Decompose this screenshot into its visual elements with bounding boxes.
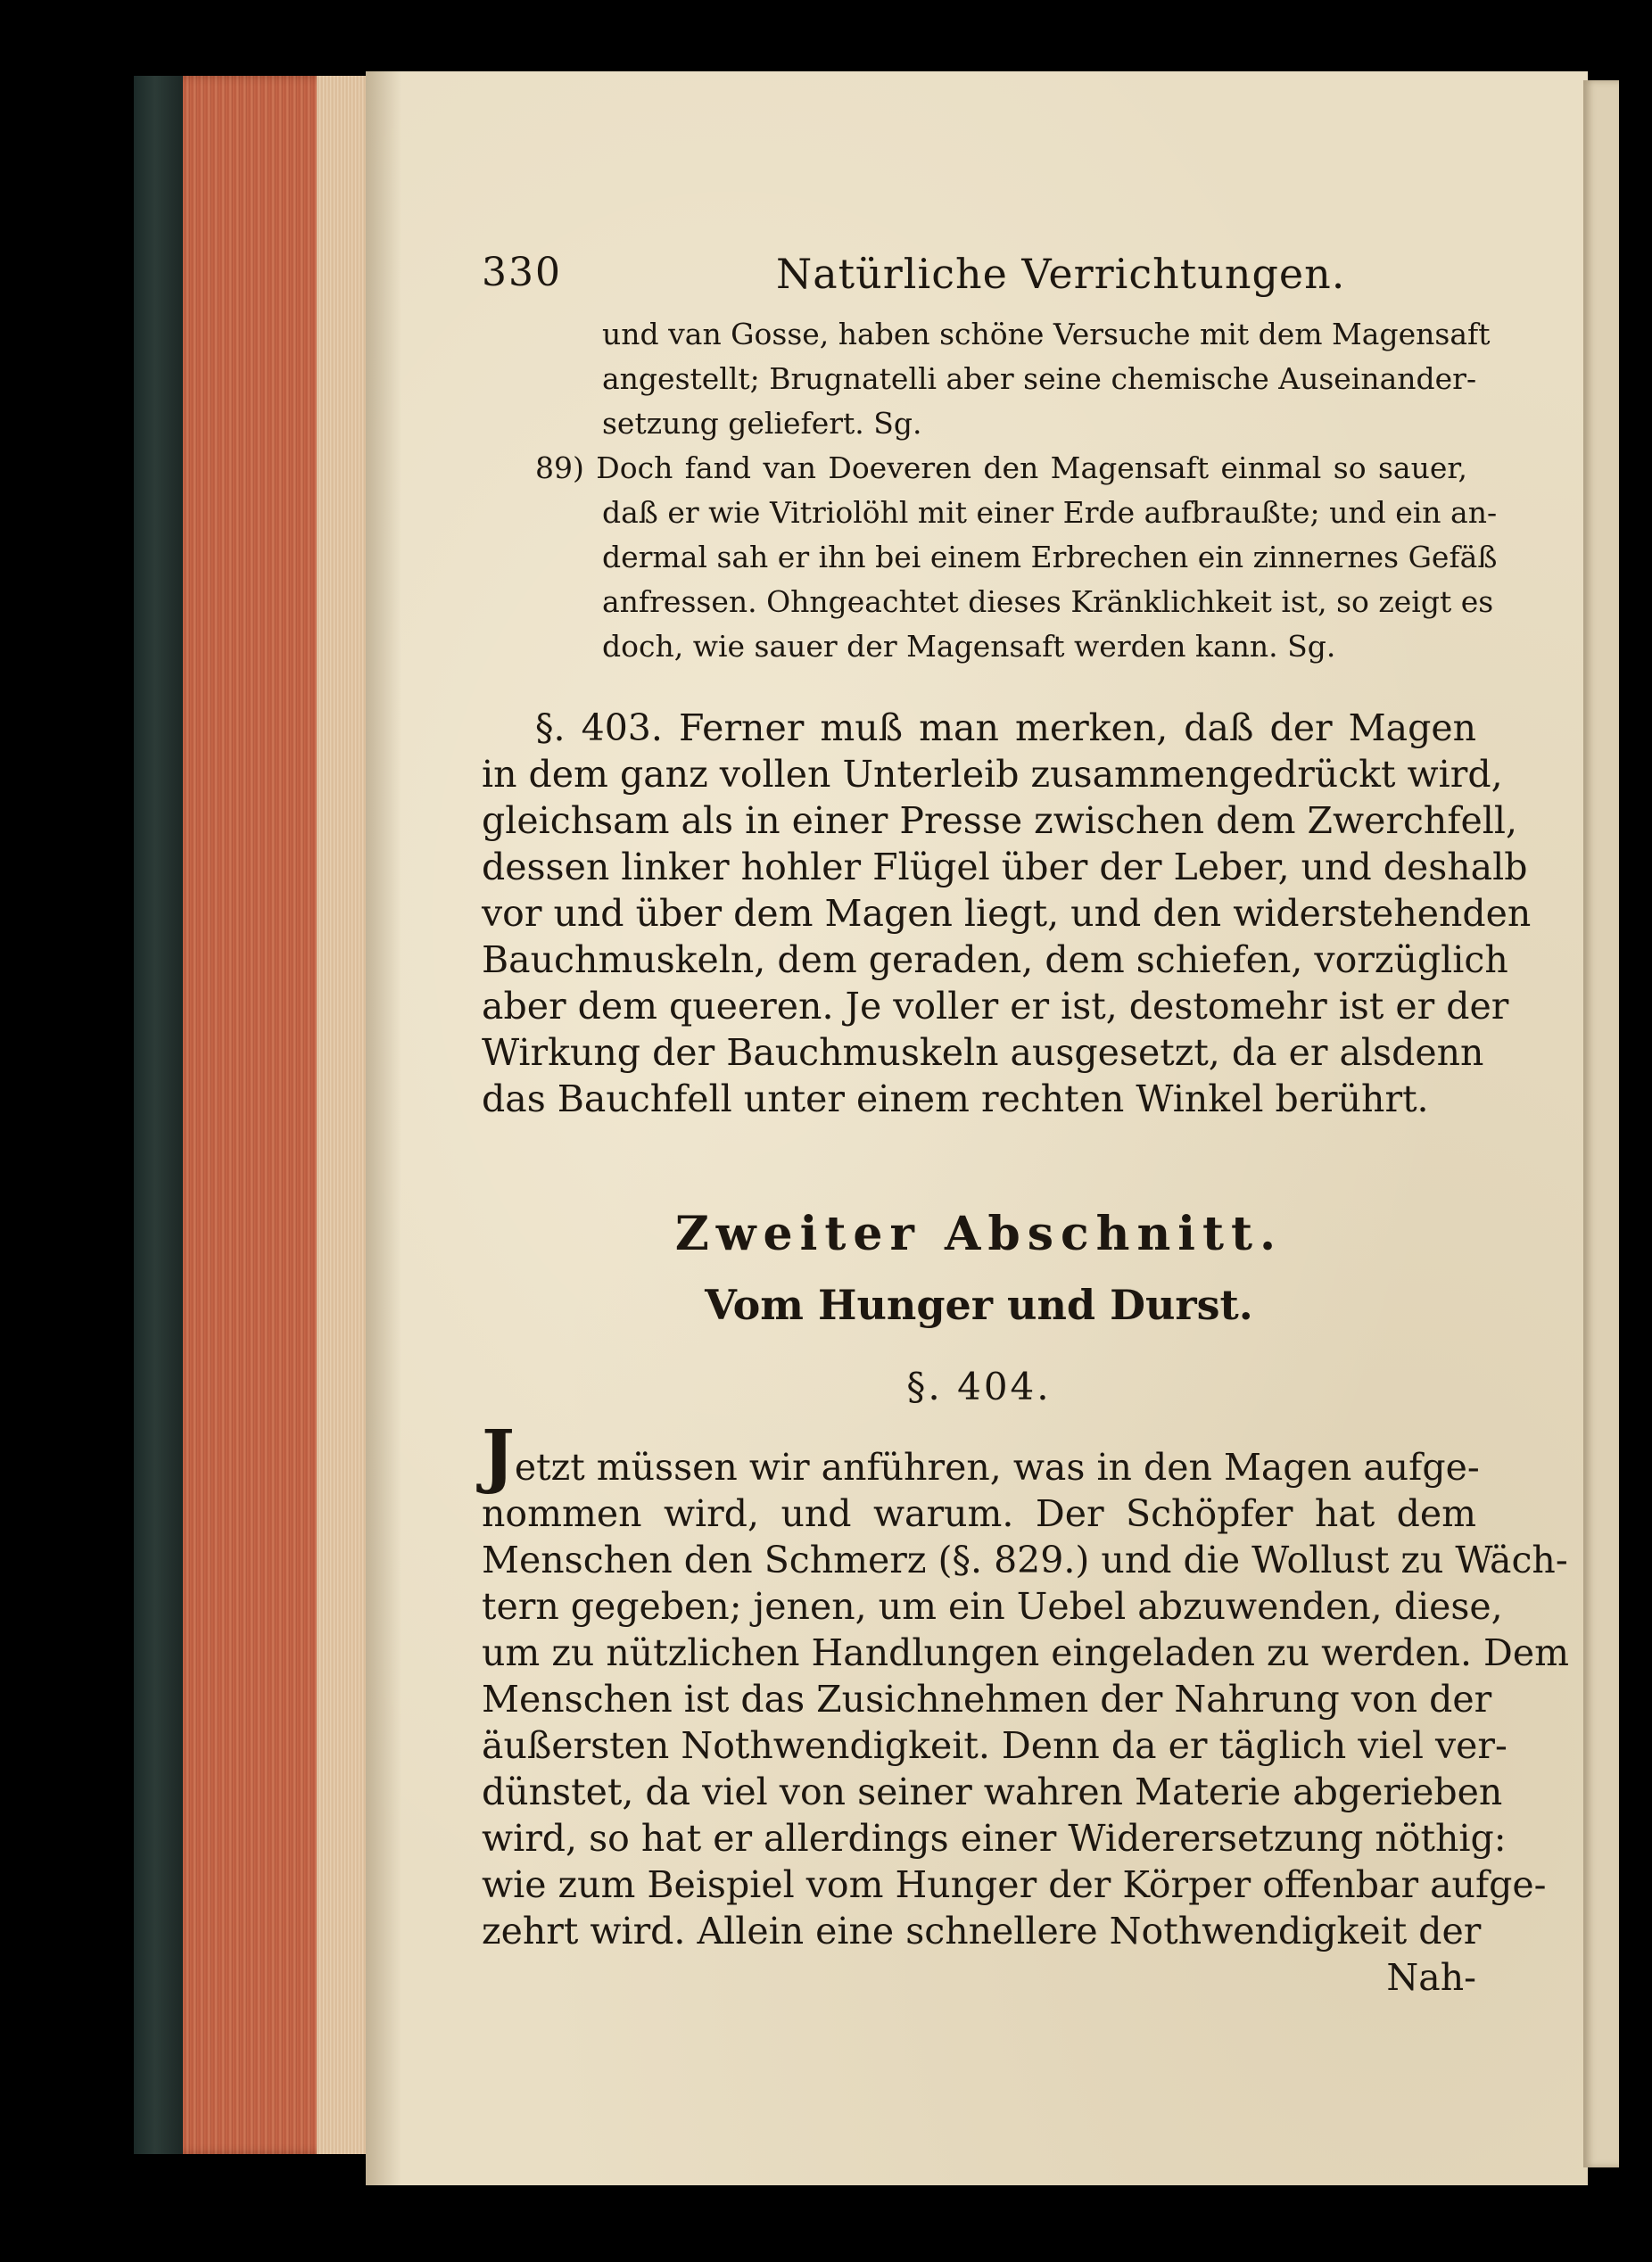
drop-cap: J [482,1416,515,1497]
body-line: Menschen ist das Zusichnehmen der Nahrung von der [482,1678,1492,1721]
body-line: in dem ganz vollen Unterleib zusammengedrückt wird, [482,753,1503,796]
body-line-first [482,1416,1480,1497]
body-line: dessen linker hohler Flügel über der Leber, und deshalb [482,846,1528,888]
catchword: Nah- [1386,1956,1476,1999]
page-edges-inner [317,76,370,2154]
body-line: §. 403. Ferner muß man merken, daß der Magen [535,706,1476,749]
body-line: zehrt wird. Allein eine schnellere Nothwendigkeit der [482,1910,1482,1952]
body-line: äußersten Nothwendigkeit. Denn da er täglich viel ver- [482,1724,1507,1767]
paragraph-403 [482,705,1532,1122]
footnote-line: setzung geliefert. Sg. [602,406,922,441]
body-line: dünstet, da viel von seiner wahren Materie abgerieben [482,1771,1503,1813]
running-head [482,241,1476,303]
body-line: um zu nützlichen Handlungen eingeladen zu werden. Dem [482,1631,1570,1674]
body-line: aber dem queeren. Je voller er ist, destomehr ist er der [482,985,1509,1028]
footnote-line: 89) Doch fand van Doeveren den Magensaft einmal so sauer, [535,450,1467,485]
book-cover-edge [134,76,187,2154]
footnote-line: daß er wie Vitriolöhl mit einer Erde aufbraußte; und ein an- [602,495,1498,530]
gutter-shadow [366,71,401,2185]
paragraph-number: §. 404. [906,1365,1052,1408]
body-line: tern gegeben; jenen, um ein Uebel abzuwenden, diese, [482,1585,1503,1628]
page-text [482,241,1570,2001]
body-line: vor und über dem Magen liegt, und den widerstehenden [482,892,1532,935]
body-line: Wirkung der Bauchmuskeln ausgesetzt, da er alsdenn [482,1031,1484,1074]
body-line: Bauchmuskeln, dem geraden, dem schiefen, vorzüglich [482,938,1508,981]
running-title: Natürliche Verrichtungen. [776,250,1346,298]
body-line: nommen wird, und warum. Der Schöpfer hat dem [482,1492,1476,1535]
footnote-line: anfressen. Ohngeachtet dieses Kränklichkeit ist, so zeigt es [602,584,1494,619]
body-line: wie zum Beispiel vom Hunger der Körper offenbar aufge- [482,1863,1547,1906]
section-heading: Zweiter Abschnitt. [674,1207,1284,1261]
next-leaf-edge [1583,80,1619,2167]
paragraph-404 [482,1416,1570,2001]
body-line: das Bauchfell unter einem rechten Winkel berührt. [482,1077,1429,1120]
footnote-line: doch, wie sauer der Magensaft werden kann. Sg. [602,629,1336,664]
footnote-line: angestellt; Brugnatelli aber seine chemische Auseinander- [602,361,1477,396]
footnote-line: und van Gosse, haben schöne Versuche mit dem Magensaft [602,317,1491,351]
first-line-text: etzt müssen wir anführen, was in den Magen aufge- [514,1446,1480,1489]
footnote-line: dermal sah er ihn bei einem Erbrechen ein zinnernes Gefäß [602,540,1498,574]
body-line: gleichsam als in einer Presse zwischen dem Zwerchfell, [482,799,1518,842]
body-line: Menschen den Schmerz (§. 829.) und die Wollust zu Wäch- [482,1539,1568,1581]
page-number: 330 [482,250,562,295]
section-subheading: Vom Hunger und Durst. [705,1281,1253,1329]
body-line: wird, so hat er allerdings einer Widerersetzung nöthig: [482,1817,1507,1860]
footnotes [482,312,1498,669]
